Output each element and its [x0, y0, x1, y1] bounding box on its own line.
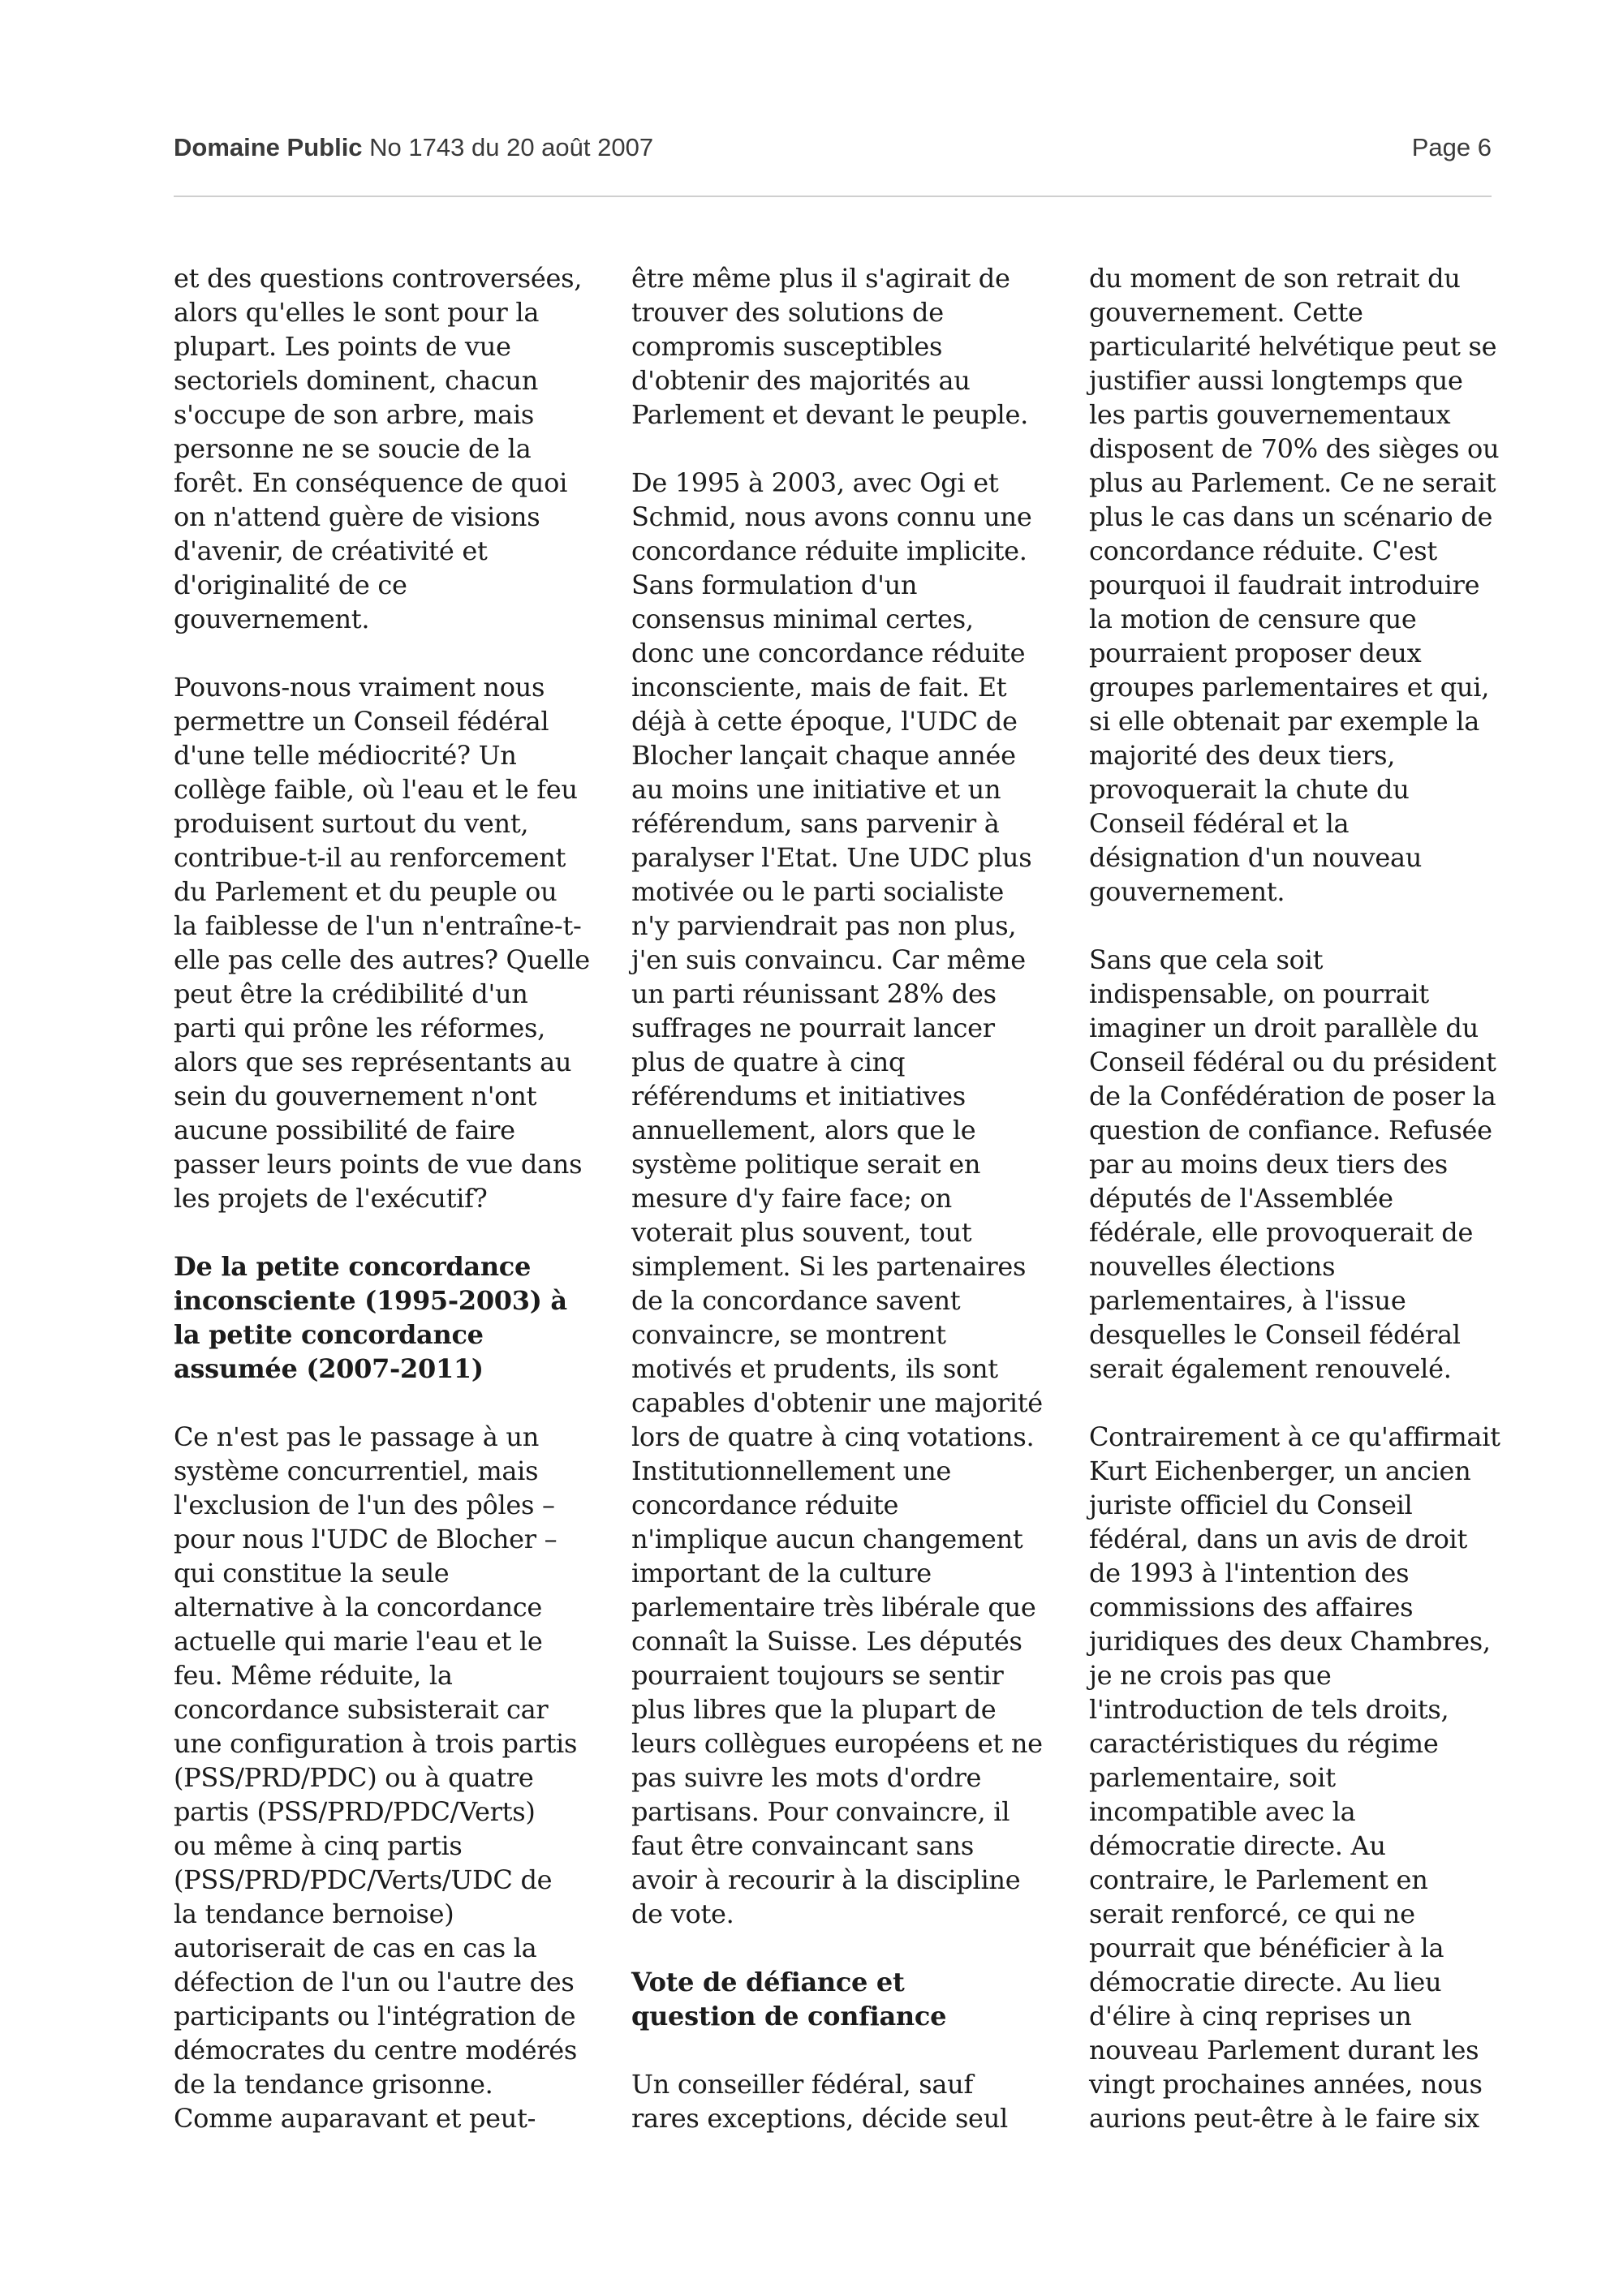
text-line: au moins une initiative et un	[631, 774, 1001, 805]
text-line: gouvernement.	[174, 604, 370, 634]
text-line: simplement. Si les partenaires	[631, 1251, 1027, 1282]
paragraph	[174, 261, 604, 636]
text-line: Institutionnellement une	[631, 1455, 952, 1486]
text-line: connaît la Suisse. Les députés	[631, 1626, 1022, 1657]
text-line: d'une telle médiocrité? Un	[174, 740, 517, 771]
text-line: de 1993 à l'intention des	[1089, 1558, 1410, 1589]
issue-info: No 1743 du 20 août 2007	[369, 133, 654, 161]
text-line: parlementaires, à l'issue	[1089, 1285, 1406, 1316]
text-line: mesure d'y faire face; on	[631, 1183, 952, 1214]
paragraph	[631, 2067, 1061, 2135]
text-line: (PSS/PRD/PDC/Verts/UDC de	[174, 1864, 553, 1895]
text-line: système politique serait en	[631, 1149, 981, 1180]
text-line: De 1995 à 2003, avec Ogi et	[631, 467, 999, 498]
text-line: la petite concordance	[174, 1319, 484, 1350]
publication-name: Domaine Public	[174, 133, 363, 161]
text-line: majorité des deux tiers,	[1089, 740, 1396, 771]
text-line: Sans formulation d'un	[631, 570, 918, 600]
paragraph	[631, 261, 1061, 432]
text-line: pourraient proposer deux	[1089, 638, 1422, 669]
paragraph-spacer	[631, 1931, 1061, 1965]
text-line: Ce n'est pas le passage à un	[174, 1421, 540, 1452]
text-line: vingt prochaines années, nous	[1089, 2069, 1483, 2100]
text-line: plus au Parlement. Ce ne serait	[1089, 467, 1496, 498]
paragraph	[174, 670, 604, 1215]
text-line: concordance réduite. C'est	[1089, 535, 1437, 566]
text-line: (PSS/PRD/PDC) ou à quatre	[174, 1762, 534, 1793]
text-line: lors de quatre à cinq votations.	[631, 1421, 1035, 1452]
text-line: d'originalité de ce	[174, 570, 407, 600]
text-line: actuelle qui marie l'eau et le	[174, 1626, 543, 1657]
text-line: commissions des affaires	[1089, 1592, 1414, 1623]
text-line: n'implique aucun changement	[631, 1524, 1023, 1554]
text-line: ou même à cinq partis	[174, 1830, 463, 1861]
paragraph	[174, 1420, 604, 2135]
text-line: défection de l'un ou l'autre des	[174, 1967, 575, 1997]
text-line: par au moins deux tiers des	[1089, 1149, 1448, 1180]
text-line: Kurt Eichenberger, un ancien	[1089, 1455, 1471, 1486]
text-line: elle pas celle des autres? Quelle	[174, 944, 590, 975]
text-line: forêt. En conséquence de quoi	[174, 467, 568, 498]
text-line: groupes parlementaires et qui,	[1089, 672, 1490, 703]
text-line: alors que ses représentants au	[174, 1047, 572, 1077]
text-line: partisans. Pour convaincre, il	[631, 1796, 1010, 1827]
text-line: personne ne se soucie de la	[174, 433, 532, 464]
text-line: sectoriels dominent, chacun	[174, 365, 539, 396]
text-line: d'avenir, de créativité et	[174, 535, 488, 566]
text-line: démocratie directe. Au	[1089, 1830, 1386, 1861]
text-line: je ne crois pas que	[1089, 1660, 1332, 1691]
text-line: collège faible, où l'eau et le feu	[174, 774, 578, 805]
text-line: avoir à recourir à la discipline	[631, 1864, 1021, 1895]
text-line: pas suivre les mots d'ordre	[631, 1762, 982, 1793]
header-divider	[174, 196, 1492, 197]
text-line: justifier aussi longtemps que	[1089, 365, 1463, 396]
text-line: peut être la crédibilité d'un	[174, 978, 528, 1009]
column-1	[174, 261, 604, 2135]
text-line: Parlement et devant le peuple.	[631, 399, 1028, 430]
text-line: s'occupe de son arbre, mais	[174, 399, 535, 430]
text-line: assumée (2007-2011)	[174, 1353, 484, 1384]
text-line: permettre un Conseil fédéral	[174, 706, 549, 737]
text-line: plus le cas dans un scénario de	[1089, 501, 1493, 532]
paragraph-spacer	[631, 432, 1061, 466]
text-line: Sans que cela soit	[1089, 944, 1324, 975]
page-header	[174, 133, 1492, 172]
text-line: référendums et initiatives	[631, 1081, 966, 1111]
text-line: la motion de censure que	[1089, 604, 1417, 634]
text-line: Schmid, nous avons connu une	[631, 501, 1032, 532]
paragraph-spacer	[174, 1215, 604, 1249]
text-line: inconsciente, mais de fait. Et	[631, 672, 1007, 703]
paragraph	[1089, 1420, 1519, 2135]
text-line: une configuration à trois partis	[174, 1728, 578, 1759]
paragraph-spacer	[174, 636, 604, 670]
text-line: Conseil fédéral et la	[1089, 808, 1350, 839]
text-line: parlementaire très libérale que	[631, 1592, 1036, 1623]
text-line: démocrates du centre modérés	[174, 2035, 578, 2066]
text-line: juridiques des deux Chambres,	[1089, 1626, 1491, 1657]
text-line: alors qu'elles le sont pour la	[174, 297, 540, 328]
paragraph	[631, 466, 1061, 1931]
paragraph-spacer	[1089, 1386, 1519, 1420]
text-line: trouver des solutions de	[631, 297, 944, 328]
text-line: de vote.	[631, 1898, 734, 1929]
text-line: l'exclusion de l'un des pôles –	[174, 1490, 555, 1520]
text-line: Vote de défiance et	[631, 1967, 905, 1997]
text-line: serait renforcé, ce qui ne	[1089, 1898, 1415, 1929]
text-line: donc une concordance réduite	[631, 638, 1026, 669]
text-line: un parti réunissant 28% des	[631, 978, 997, 1009]
text-line: provoquerait la chute du	[1089, 774, 1410, 805]
text-line: desquelles le Conseil fédéral	[1089, 1319, 1461, 1350]
paragraph	[1089, 943, 1519, 1386]
text-line: rares exceptions, décide seul	[631, 2103, 1008, 2134]
column-3	[1089, 261, 1519, 2135]
text-line: de la tendance grisonne.	[174, 2069, 493, 2100]
text-line: compromis susceptibles	[631, 331, 943, 362]
text-line: les projets de l'exécutif?	[174, 1183, 488, 1214]
text-line: convaincre, se montrent	[631, 1319, 946, 1350]
text-line: du moment de son retrait du	[1089, 263, 1461, 294]
text-line: annuellement, alors que le	[631, 1115, 976, 1146]
text-line: paralyser l'Etat. Une UDC plus	[631, 842, 1032, 873]
text-line: inconsciente (1995-2003) à	[174, 1285, 567, 1316]
text-line: produisent surtout du vent,	[174, 808, 529, 839]
text-line: concordance subsisterait car	[174, 1694, 549, 1725]
text-line: système concurrentiel, mais	[174, 1455, 539, 1486]
text-line: plus libres que la plupart de	[631, 1694, 997, 1725]
text-line: fédérale, elle provoquerait de	[1089, 1217, 1474, 1248]
text-line: question de confiance	[631, 2001, 947, 2032]
column-2	[631, 261, 1061, 2135]
text-line: important de la culture	[631, 1558, 932, 1589]
text-line: plupart. Les points de vue	[174, 331, 511, 362]
text-line: motivée ou le parti socialiste	[631, 876, 1004, 907]
text-line: la tendance bernoise)	[174, 1898, 454, 1929]
text-line: sein du gouvernement n'ont	[174, 1081, 537, 1111]
text-line: gouvernement. Cette	[1089, 297, 1363, 328]
page-number: Page 6	[1411, 133, 1492, 161]
text-line: faut être convaincant sans	[631, 1830, 974, 1861]
text-line: passer leurs points de vue dans	[174, 1149, 583, 1180]
text-line: aurions peut-être à le faire six	[1089, 2103, 1479, 2134]
text-line: participants ou l'intégration de	[174, 2001, 576, 2032]
text-line: nouvelles élections	[1089, 1251, 1336, 1282]
text-line: et des questions controversées,	[174, 263, 583, 294]
text-line: Blocher lançait chaque année	[631, 740, 1016, 771]
paragraph-spacer	[174, 1386, 604, 1420]
text-line: gouvernement.	[1089, 876, 1285, 907]
text-line: démocratie directe. Au lieu	[1089, 1967, 1442, 1997]
text-line: qui constitue la seule	[174, 1558, 450, 1589]
text-line: plus de quatre à cinq	[631, 1047, 906, 1077]
text-line: motivés et prudents, ils sont	[631, 1353, 998, 1384]
text-line: leurs collègues européens et ne	[631, 1728, 1043, 1759]
text-line: fédéral, dans un avis de droit	[1089, 1524, 1468, 1554]
paragraph	[1089, 261, 1519, 909]
text-line: consensus minimal certes,	[631, 604, 974, 634]
text-line: d'élire à cinq reprises un	[1089, 2001, 1412, 2032]
text-line: Pouvons-nous vraiment nous	[174, 672, 545, 703]
text-line: Comme auparavant et peut-	[174, 2103, 536, 2134]
text-line: de la concordance savent	[631, 1285, 961, 1316]
text-line: aucune possibilité de faire	[174, 1115, 515, 1146]
article-body	[0, 261, 1623, 2208]
text-line: déjà à cette époque, l'UDC de	[631, 706, 1018, 737]
text-line: être même plus il s'agirait de	[631, 263, 1010, 294]
text-line: autoriserait de cas en cas la	[174, 1933, 537, 1963]
text-line: capables d'obtenir une majorité	[631, 1387, 1043, 1418]
text-line: Contrairement à ce qu'affirmait	[1089, 1421, 1500, 1452]
text-line: on n'attend guère de visions	[174, 501, 540, 532]
text-line: nouveau Parlement durant les	[1089, 2035, 1479, 2066]
text-line: feu. Même réduite, la	[174, 1660, 453, 1691]
text-line: si elle obtenait par exemple la	[1089, 706, 1479, 737]
text-line: pour nous l'UDC de Blocher –	[174, 1524, 558, 1554]
text-line: pourrait que bénéficier à la	[1089, 1933, 1444, 1963]
text-line: parlementaire, soit	[1089, 1762, 1336, 1793]
text-line: référendum, sans parvenir à	[631, 808, 1000, 839]
text-line: d'obtenir des majorités au	[631, 365, 971, 396]
text-line: l'introduction de tels droits,	[1089, 1694, 1449, 1725]
text-line: désignation d'un nouveau	[1089, 842, 1423, 873]
text-line: Un conseiller fédéral, sauf	[631, 2069, 974, 2100]
text-line: serait également renouvelé.	[1089, 1353, 1452, 1384]
text-line: contraire, le Parlement en	[1089, 1864, 1428, 1895]
text-line: parti qui prône les réformes,	[174, 1013, 545, 1043]
text-line: les partis gouvernementaux	[1089, 399, 1451, 430]
text-line: contribue-t-il au renforcement	[174, 842, 566, 873]
text-line: question de confiance. Refusée	[1089, 1115, 1492, 1146]
text-line: concordance réduite implicite.	[631, 535, 1027, 566]
text-line: députés de l'Assemblée	[1089, 1183, 1393, 1214]
text-line: partis (PSS/PRD/PDC/Verts)	[174, 1796, 536, 1827]
text-line: la faiblesse de l'un n'entraîne-t-	[174, 910, 582, 941]
text-line: juriste officiel du Conseil	[1089, 1490, 1413, 1520]
text-line: suffrages ne pourrait lancer	[631, 1013, 995, 1043]
text-line: de la Confédération de poser la	[1089, 1081, 1496, 1111]
text-line: alternative à la concordance	[174, 1592, 543, 1623]
text-line: concordance réduite	[631, 1490, 899, 1520]
text-line: pourquoi il faudrait introduire	[1089, 570, 1480, 600]
text-line: incompatible avec la	[1089, 1796, 1356, 1827]
text-line: De la petite concordance	[174, 1251, 532, 1282]
text-line: indispensable, on pourrait	[1089, 978, 1429, 1009]
section-heading	[631, 1965, 1061, 2033]
text-line: particularité helvétique peut se	[1089, 331, 1497, 362]
header-title	[174, 133, 653, 162]
text-line: Conseil fédéral ou du président	[1089, 1047, 1496, 1077]
text-line: du Parlement et du peuple ou	[174, 876, 558, 907]
text-line: disposent de 70% des sièges ou	[1089, 433, 1500, 464]
text-line: j'en suis convaincu. Car même	[631, 944, 1026, 975]
text-line: imaginer un droit parallèle du	[1089, 1013, 1479, 1043]
text-line: caractéristiques du régime	[1089, 1728, 1439, 1759]
text-line: n'y parviendrait pas non plus,	[631, 910, 1017, 941]
text-line: pourraient toujours se sentir	[631, 1660, 1004, 1691]
text-line: voterait plus souvent, tout	[631, 1217, 972, 1248]
paragraph-spacer	[1089, 909, 1519, 943]
section-heading	[174, 1249, 604, 1386]
paragraph-spacer	[631, 2033, 1061, 2067]
